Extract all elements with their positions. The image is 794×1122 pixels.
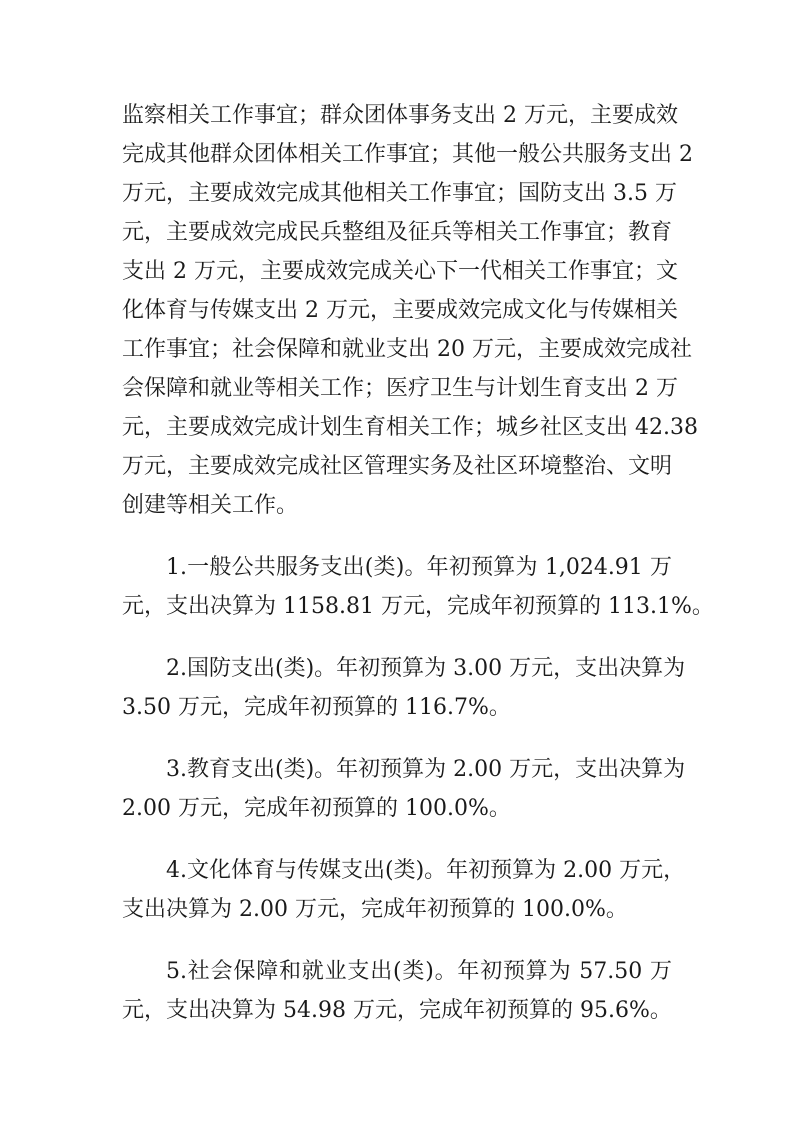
text-line: 元，主要成效完成计划生育相关工作；城乡社区支出 42.38 xyxy=(122,415,698,440)
text-line: 万元，主要成效完成社区管理实务及社区环境整治、文明 xyxy=(122,454,673,479)
item-line-2: 2.00 万元，完成年初预算的 100.0%。 xyxy=(122,796,511,821)
text-line: 会保障和就业等相关工作；医疗卫生与计划生育支出 2 万 xyxy=(122,376,678,401)
item-line-1: 4.文化体育与传媒支出(类)。年初预算为 2.00 万元， xyxy=(166,858,686,883)
text-line: 支出 2 万元，主要成效完成关心下一代相关工作事宜；文 xyxy=(122,259,678,284)
item-line-1: 3.教育支出(类)。年初预算为 2.00 万元，支出决算为 xyxy=(166,757,686,782)
text-line: 创建等相关工作。 xyxy=(122,493,299,518)
item-line-2: 元，支出决算为 1158.81 万元，完成年初预算的 113.1%。 xyxy=(122,594,714,619)
item-paragraph-1 xyxy=(122,548,714,626)
item-paragraph-5 xyxy=(122,952,672,1030)
item-line-2: 3.50 万元，完成年初预算的 116.7%。 xyxy=(122,695,511,720)
item-paragraph-4 xyxy=(122,851,686,929)
text-line: 万元，主要成效完成其他相关工作事宜；国防支出 3.5 万 xyxy=(122,181,677,206)
item-paragraph-2 xyxy=(122,649,686,727)
text-line: 监察相关工作事宜；群众团体事务支出 2 万元，主要成效 xyxy=(122,103,678,128)
item-line-2: 元，支出决算为 54.98 万元，完成年初预算的 95.6%。 xyxy=(122,998,672,1023)
intro-paragraph xyxy=(122,96,698,525)
item-line-2: 支出决算为 2.00 万元，完成年初预算的 100.0%。 xyxy=(122,897,628,922)
text-line: 工作事宜；社会保障和就业支出 20 万元，主要成效完成社 xyxy=(122,337,692,362)
item-line-1: 5.社会保障和就业支出(类)。年初预算为 57.50 万 xyxy=(166,959,672,984)
text-line: 元，主要成效完成民兵整组及征兵等相关工作事宜；教育 xyxy=(122,220,673,245)
item-line-1: 1.一般公共服务支出(类)。年初预算为 1,024.91 万 xyxy=(166,555,672,580)
text-line: 完成其他群众团体相关工作事宜；其他一般公共服务支出 2 xyxy=(122,142,693,167)
item-paragraph-3 xyxy=(122,750,686,828)
text-line: 化体育与传媒支出 2 万元，主要成效完成文化与传媒相关 xyxy=(122,298,678,323)
item-line-1: 2.国防支出(类)。年初预算为 3.00 万元，支出决算为 xyxy=(166,656,686,681)
